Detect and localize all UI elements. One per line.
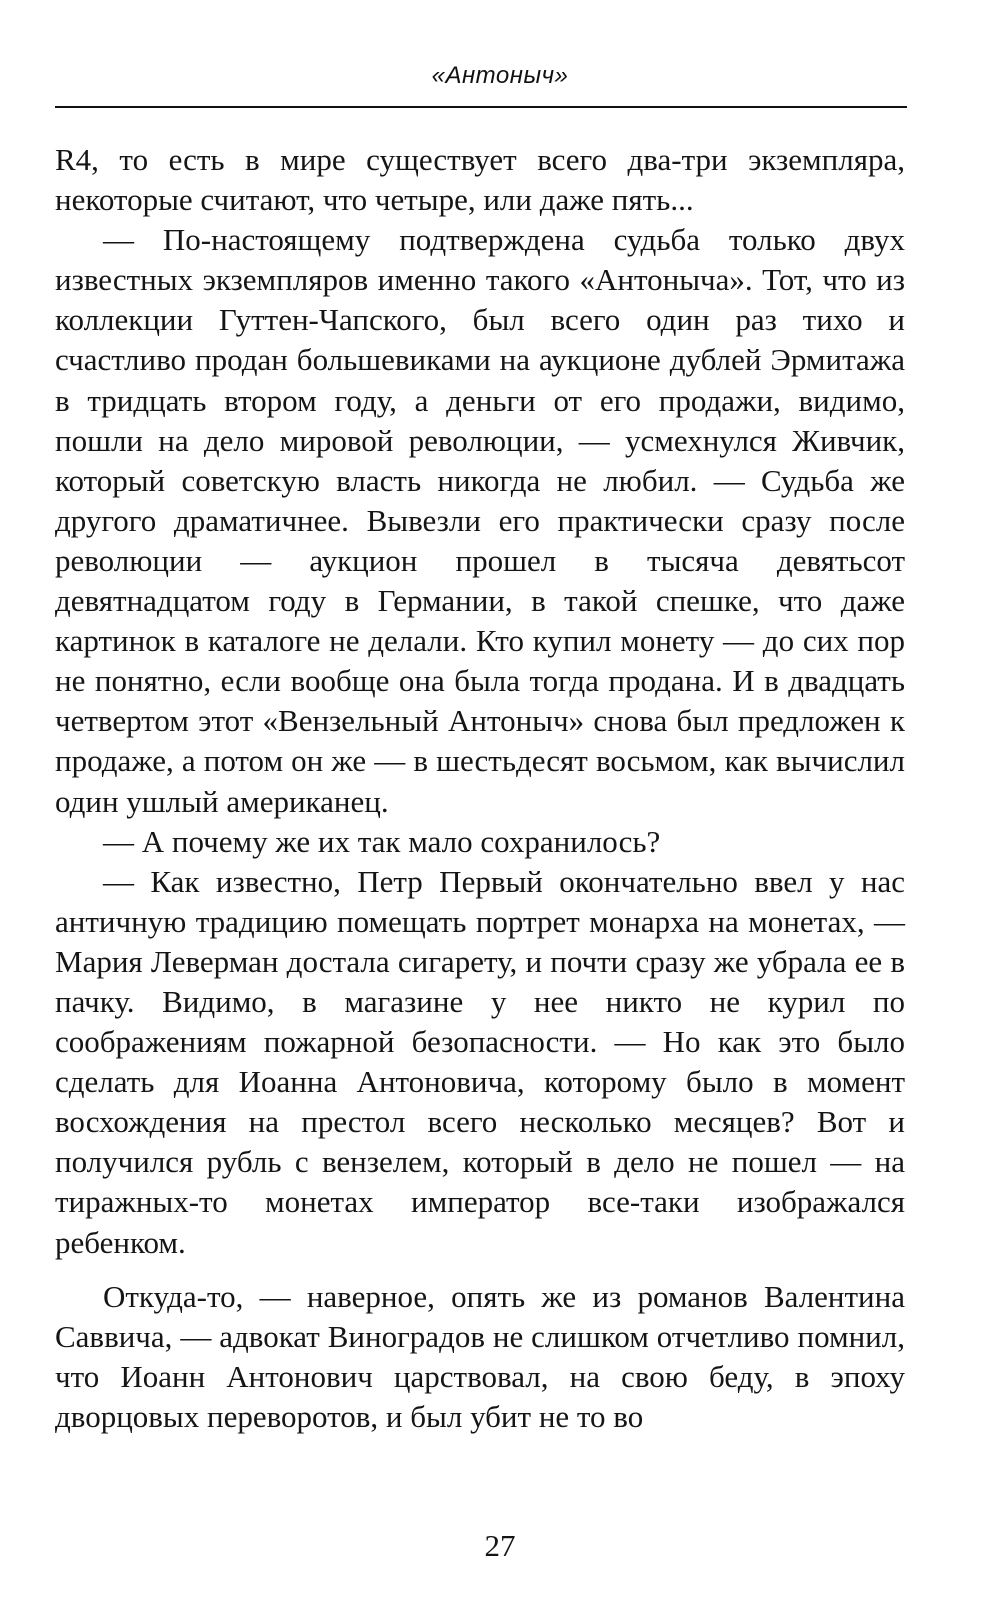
page-number: 27 bbox=[484, 1528, 516, 1563]
header-rule bbox=[55, 106, 907, 108]
paragraph: — А почему же их так мало сохранилось? bbox=[103, 823, 661, 859]
body-text bbox=[55, 140, 905, 1437]
running-head: «Антоныч» bbox=[431, 62, 569, 89]
paragraph: — По-настоящему подтверждена судьба только двух известных экземпляров именно такого «Антоныча». Тот, что из коллекции Гуттен-Чапского, был всего один раз тихо и счастливо продан большевиками на аукционе дублей Эрмитажа в тридцать втором году, а деньги от его продажи, видимо, пошли на дело мировой революции, — усмехнулся Живчик, который советскую власть никогда не любил. — Судьба же другого драматичнее. Вывезли его практически сразу после революции — аукцион прошел в тысяча девятьсот девятнадцатом году в Германии, в такой спешке, что даже картинок в каталоге не делали. Кто купил монету — до сих пор не понятно, если вообще она была тогда продана. И в двадцать четвертом этот «Вензельный Антоныч» снова был предложен к продаже, а потом он же — в шестьдесят восьмом, как вычислил один ушлый американец. bbox=[55, 222, 905, 819]
paragraph: — Как известно, Петр Первый окончательно ввел у нас античную традицию помещать портрет монарха на монетах, — Мария Леверман достала сигарету, и почти сразу же убрала ее в пачку. Видимо, в магазине у нее никто не курил по соображениям пожарной безопасности. — Но как это было сделать для Иоанна Антоновича, которому было в момент восхождения на престол всего несколько месяцев? Вот и получился рубль с вензелем, который в дело не пошел — на тиражных-то монетах император все-таки изображался ребенком. bbox=[55, 863, 905, 1260]
paragraph: R4, то есть в мире существует всего два-три экземпляра, некоторые считают, что четыре, или даже пять... bbox=[55, 142, 905, 218]
paragraph: Откуда-то, — наверное, опять же из романов Валентина Саввича, — адвокат Виноградов не слишком отчетливо помнил, что Иоанн Антонович царствовал, на свою беду, в эпоху дворцовых переворотов, и был убит не то во bbox=[55, 1278, 905, 1434]
